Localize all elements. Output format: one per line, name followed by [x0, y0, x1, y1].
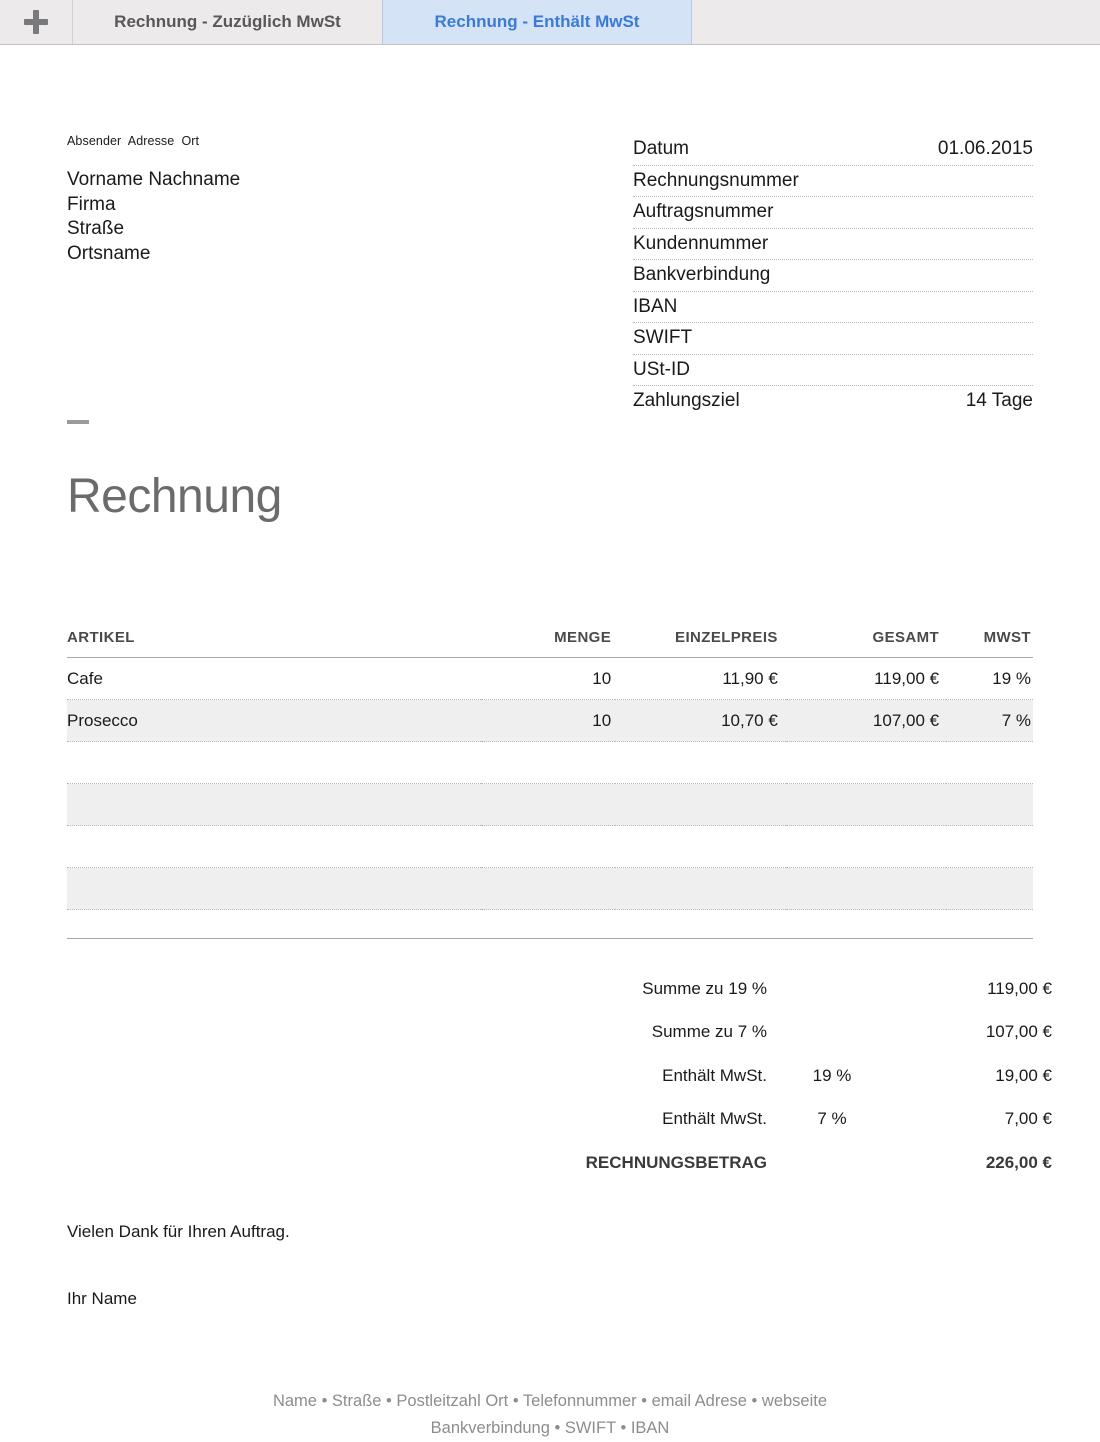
- meta-value: 01.06.2015: [937, 138, 1033, 159]
- totals-row-enthaelt-mwst-19: [67, 1054, 1052, 1098]
- meta-row-bankverbindung[interactable]: [633, 260, 1033, 292]
- totals-spacer: [67, 1141, 467, 1185]
- meta-label: Rechnungsnummer: [633, 169, 799, 191]
- tab-rechnung-enthaelt-mwst[interactable]: [382, 0, 692, 44]
- invoice-header: [67, 134, 1033, 417]
- tab-rechnung-zuzueglich-mwst[interactable]: [73, 0, 383, 44]
- cell-gesamt: [786, 784, 946, 826]
- cell-menge: [481, 742, 615, 784]
- cell-artikel: Cafe: [67, 658, 481, 700]
- cell-menge: 10: [481, 658, 615, 700]
- totals-rate: [767, 1141, 897, 1185]
- closing-signature: Ihr Name: [67, 1289, 137, 1308]
- table-row[interactable]: [67, 700, 1033, 742]
- table-bottom-rule: [67, 938, 1033, 939]
- table-row-empty[interactable]: [67, 868, 1033, 910]
- totals-amount: 119,00 €: [987, 978, 1052, 998]
- invoice-meta-table: [633, 134, 1033, 417]
- meta-label: Zahlungsziel: [633, 390, 740, 411]
- tab-label: Rechnung - Zuzüglich MwSt: [114, 12, 341, 31]
- totals-amount: 226,00 €: [985, 1152, 1052, 1172]
- meta-row-rechnungsnummer[interactable]: [633, 166, 1033, 198]
- totals-spacer: [67, 1011, 467, 1055]
- totals-rate: 19 %: [812, 1065, 852, 1085]
- recipient-name: Vorname Nachname: [67, 169, 241, 190]
- meta-row-kundennummer[interactable]: [633, 229, 1033, 261]
- plus-icon: [24, 10, 48, 34]
- cell-gesamt: [786, 742, 946, 784]
- totals-row-summe-7: [67, 1011, 1052, 1055]
- meta-label: Kundennummer: [633, 232, 769, 254]
- totals-label: Summe zu 19 %: [642, 978, 767, 998]
- cell-artikel: Prosecco: [67, 700, 481, 742]
- closing-block: [67, 1222, 290, 1309]
- meta-label: USt-ID: [633, 358, 690, 380]
- address-block: [67, 134, 547, 417]
- column-header-menge: MENGE: [481, 629, 615, 658]
- cell-mwst: [946, 868, 1033, 910]
- cell-artikel: [67, 742, 481, 784]
- page-title: Rechnung: [67, 470, 282, 523]
- recipient-company: Firma: [67, 193, 116, 215]
- totals-spacer: [67, 967, 467, 1011]
- footer-line-1: Name • Straße • Postleitzahl Ort • Telefonnummer • email Adrese • webseite: [272, 1392, 828, 1410]
- totals-amount: 7,00 €: [1004, 1109, 1052, 1129]
- cell-menge: 10: [481, 700, 615, 742]
- totals-spacer: [67, 1098, 467, 1142]
- cell-menge: [481, 826, 615, 868]
- cell-mwst: [946, 742, 1033, 784]
- totals-rate: 7 %: [817, 1109, 847, 1129]
- cell-mwst: [946, 826, 1033, 868]
- meta-label: SWIFT: [633, 327, 693, 348]
- totals-row-summe-19: [67, 967, 1052, 1011]
- totals-row-rechnungsbetrag: [67, 1141, 1052, 1185]
- recipient-city: Ortsname: [67, 242, 151, 264]
- tab-bar: [0, 0, 1100, 45]
- cell-menge: [481, 784, 615, 826]
- column-header-mwst: MWST: [946, 629, 1033, 658]
- table-row-empty[interactable]: [67, 784, 1033, 826]
- totals-rate: [767, 1011, 897, 1055]
- cell-einzelpreis: [615, 868, 786, 910]
- totals-spacer: [67, 1054, 467, 1098]
- meta-row-swift[interactable]: [633, 323, 1033, 355]
- cell-artikel: [67, 868, 481, 910]
- totals-rate: [767, 967, 897, 1011]
- meta-row-auftragsnummer[interactable]: [633, 197, 1033, 229]
- totals-label: Enthält MwSt.: [662, 1065, 767, 1085]
- meta-row-datum[interactable]: [633, 134, 1033, 166]
- page-footer: [0, 1388, 1100, 1442]
- cell-menge: [481, 868, 615, 910]
- cell-artikel: [67, 826, 481, 868]
- totals-row-enthaelt-mwst-7: [67, 1098, 1052, 1142]
- table-header-row: [67, 629, 1033, 658]
- meta-label: Auftragsnummer: [633, 201, 774, 222]
- cell-artikel: [67, 784, 481, 826]
- totals-amount: 107,00 €: [985, 1022, 1052, 1042]
- cell-einzelpreis: [615, 826, 786, 868]
- cell-einzelpreis: [615, 784, 786, 826]
- totals-label: Summe zu 7 %: [651, 1022, 767, 1042]
- footer-line-2: Bankverbindung • SWIFT • IBAN: [430, 1419, 670, 1437]
- meta-value: 14 Tage: [965, 390, 1033, 411]
- meta-row-zahlungsziel[interactable]: [633, 386, 1033, 417]
- tab-label: Rechnung - Enthält MwSt: [434, 12, 640, 31]
- cell-einzelpreis: 11,90 €: [615, 658, 786, 700]
- meta-label: Bankverbindung: [633, 264, 771, 285]
- line-items-table: [67, 629, 1033, 939]
- table-row-empty[interactable]: [67, 826, 1033, 868]
- totals-section: [67, 967, 1052, 1185]
- meta-row-ust-id[interactable]: [633, 355, 1033, 387]
- meta-label: IBAN: [633, 295, 678, 317]
- cell-gesamt: 107,00 €: [786, 700, 946, 742]
- column-header-einzelpreis: EINZELPREIS: [615, 629, 786, 658]
- totals-label: RECHNUNGSBETRAG: [585, 1152, 767, 1172]
- totals-label: Enthält MwSt.: [662, 1109, 767, 1129]
- cell-gesamt: 119,00 €: [786, 658, 946, 700]
- recipient-street: Straße: [67, 218, 125, 239]
- cell-gesamt: [786, 826, 946, 868]
- table-row-empty[interactable]: [67, 742, 1033, 784]
- cell-mwst: 7 %: [946, 700, 1033, 742]
- meta-row-iban[interactable]: [633, 292, 1033, 324]
- cell-mwst: 19 %: [946, 658, 1033, 700]
- column-header-artikel: ARTIKEL: [67, 629, 481, 658]
- totals-amount: 19,00 €: [995, 1065, 1052, 1085]
- table-row[interactable]: [67, 658, 1033, 700]
- cell-mwst: [946, 784, 1033, 826]
- cell-einzelpreis: [615, 742, 786, 784]
- meta-label: Datum: [633, 138, 689, 159]
- invoice-page: [0, 45, 1100, 1437]
- cell-gesamt: [786, 868, 946, 910]
- cell-einzelpreis: 10,70 €: [615, 700, 786, 742]
- sender-line: Absender Adresse Ort: [67, 134, 200, 148]
- new-tab-button[interactable]: [0, 0, 73, 44]
- placeholder-dash-mark: [67, 420, 89, 424]
- closing-thanks: Vielen Dank für Ihren Auftrag.: [67, 1222, 290, 1241]
- column-header-gesamt: GESAMT: [786, 629, 946, 658]
